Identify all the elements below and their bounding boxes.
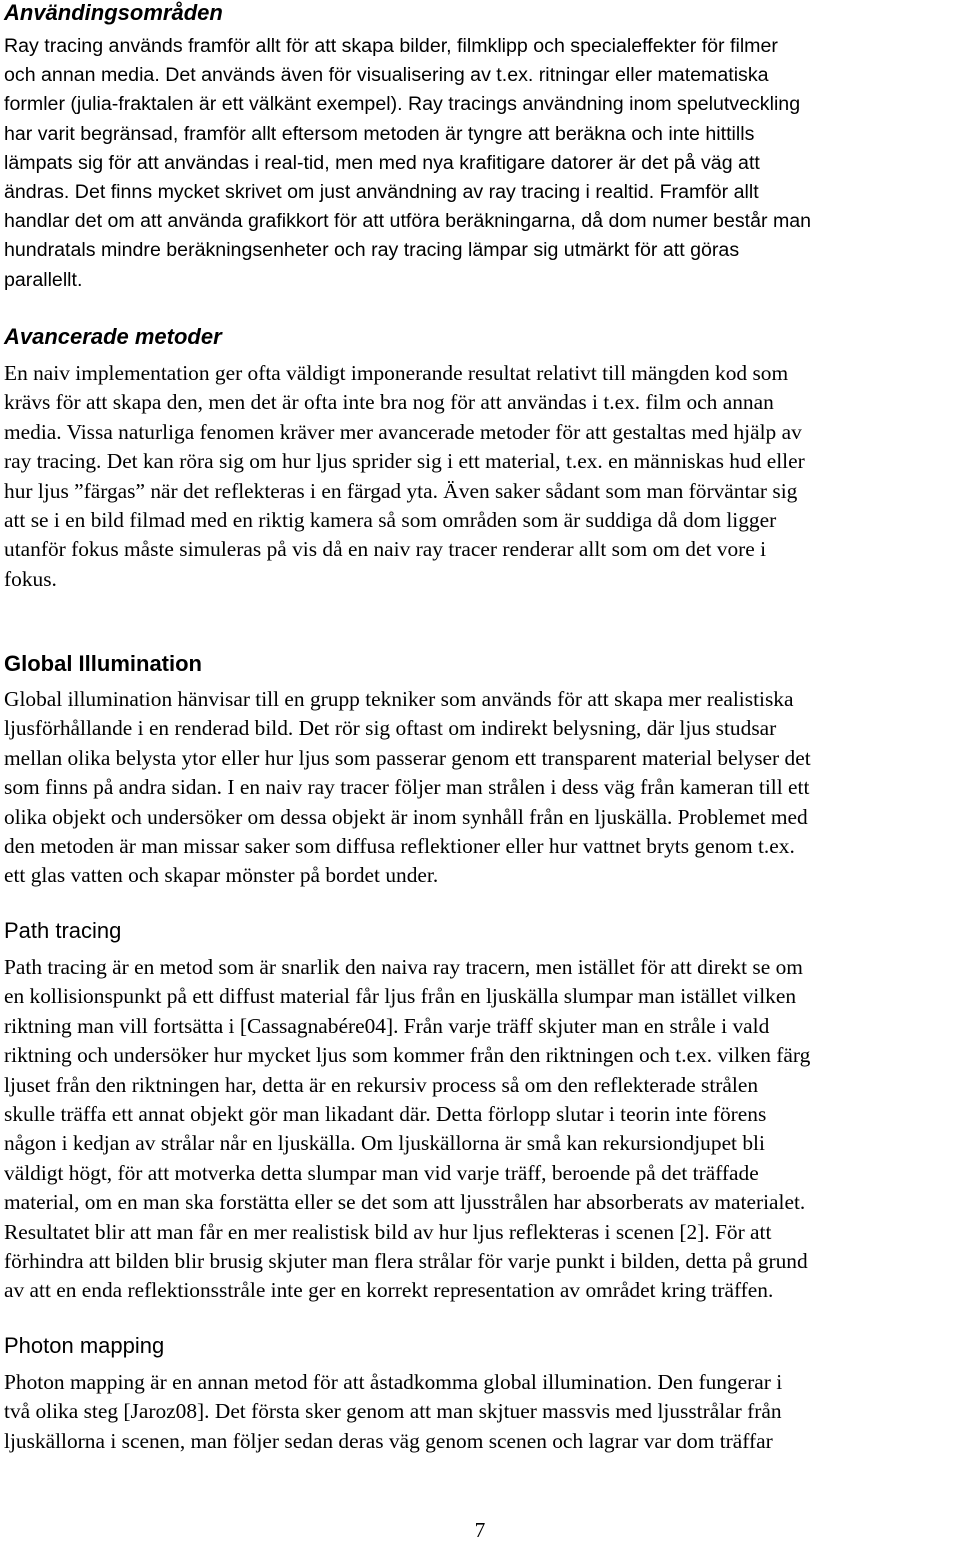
section-heading-anvandningsomraden: Användingsområden <box>4 0 223 25</box>
text-line: två olika steg [Jaroz08]. Det första sker genom att man skjtuer massvis med ljusstrålar från <box>4 1399 782 1424</box>
text-line: hur ljus ”färgas” när det reflekteras i en färgad yta. Även saker sådant som man förväntar sig <box>4 478 798 503</box>
text-line: riktning och undersöker hur mycket ljus som kommer från den riktningen och t.ex. vilken färg <box>4 1043 811 1068</box>
paragraph-anvandningsomraden <box>4 32 956 295</box>
text-line: och annan media. Det används även för visualisering av t.ex. ritningar eller matematiska <box>4 64 769 87</box>
paragraph-path-tracing <box>4 953 956 1306</box>
text-line: en kollisionspunkt på ett diffust material får ljus från en ljuskälla slumpar man istället vilken <box>4 984 797 1009</box>
text-line: att se i en bild filmad med en riktig kamera så som områden som är suddiga då dom ligger <box>4 508 777 533</box>
section-heading-path-tracing: Path tracing <box>4 918 122 943</box>
text-line: någon i kedjan av strålar når en ljuskälla. Om ljuskällorna är små kan rekursiondjupet bli <box>4 1131 765 1156</box>
section-heading-photon-mapping: Photon mapping <box>4 1333 165 1358</box>
text-line: hundratals mindre beräkningsenheter och ray tracing lämpar sig utmärkt för att göras <box>4 239 740 262</box>
text-line: parallellt. <box>4 268 83 291</box>
text-line: ett glas vatten och skapar mönster på bordet under. <box>4 863 439 888</box>
text-line: ljuset från den riktningen har, detta är en rekursiv process så om den reflekterade strålen <box>4 1072 759 1097</box>
text-line: har varit begränsad, framför allt eftersom metoden är tyngre att beräkna och inte hittills <box>4 122 755 145</box>
text-line: En naiv implementation ger ofta väldigt imponerande resultat relativt till mängden kod som <box>4 361 789 385</box>
text-line: förhindra att bilden blir brusig skjuter man flera strålar för varje punkt i bilden, detta på grund <box>4 1249 808 1274</box>
text-line: olika objekt och undersöker om dessa objekt är inom synhåll från en ljuskälla. Problemet med <box>4 804 808 829</box>
text-line: ändras. Det finns mycket skrivet om just användning av ray tracing i realtid. Framför allt <box>4 181 759 204</box>
text-line: skulle träffa ett annat objekt gör man likadant där. Detta förlopp slutar i teorin inte förens <box>4 1102 767 1127</box>
text-line: material, om en man ska forstätta eller se det som att ljusstrålen har absorberats av materialet. <box>4 1190 806 1215</box>
text-line: som finns på andra sidan. I en naiv ray tracer följer man strålen i dess väg från kameran till ett <box>4 775 810 800</box>
text-line: formler (julia-fraktalen är ett välkänt exempel). Ray tracings användning inom spelutveckling <box>4 93 801 116</box>
text-line: riktning man vill fortsätta i [Cassagnabére04]. Från varje träff skjuter man en stråle i vald <box>4 1013 770 1038</box>
text-line: den metoden är man missar saker som diffusa reflektioner eller hur vattnet bryts genom t.ex. <box>4 834 795 859</box>
page-number: 7 <box>474 1518 486 1542</box>
text-line: lämpats sig för att användas i real-tid, men med nya krafitigare datorer är det på väg att <box>4 151 760 174</box>
text-line: ljusförhållande i en renderad bild. Det rör sig oftast om indirekt belysning, där ljus studsar <box>4 716 777 741</box>
text-line: utanför fokus måste simuleras på vis då en naiv ray tracer renderar allt som om det vore i <box>4 537 767 562</box>
text-line: krävs för att skapa den, men det är ofta inte bra nog för att användas i t.ex. film och annan <box>4 390 774 415</box>
text-line: väldigt högt, för att motverka detta slumpar man vid varje träff, beroende på det träffade <box>4 1160 759 1185</box>
text-line: media. Vissa naturliga fenomen kräver mer avancerade metoder för att gestaltas med hjälp av <box>4 419 802 444</box>
text-line: av att en enda reflektionsstråle inte ger en korrekt representation av området kring träffen. <box>4 1278 774 1303</box>
text-line: Global illumination hänvisar till en grupp tekniker som används för att skapa mer realistiska <box>4 687 794 711</box>
section-heading-avancerade-metoder: Avancerade metoder <box>4 324 222 349</box>
text-line: handlar det om att använda grafikkort för att utföra beräkningarna, då dom numer består man <box>4 210 812 233</box>
text-line: Photon mapping är en annan metod för att åstadkomma global illumination. Den fungerar i <box>4 1370 783 1394</box>
text-line: mellan olika belysta ytor eller hur ljus som passerar genom ett transparent material belyser det <box>4 745 811 770</box>
text-line: Ray tracing används framför allt för att skapa bilder, filmklipp och specialeffekter för filmer <box>4 35 778 57</box>
paragraph-photon-mapping <box>4 1368 956 1456</box>
text-line: fokus. <box>4 566 57 591</box>
section-heading-global-illumination: Global Illumination <box>4 651 202 676</box>
text-line: ray tracing. Det kan röra sig om hur ljus sprider sig i ett material, t.ex. en människas hud eller <box>4 449 805 474</box>
paragraph-avancerade-metoder <box>4 359 956 594</box>
text-line: Path tracing är en metod som är snarlik den naiva ray tracern, men istället för att direkt se om <box>4 955 803 979</box>
text-line: Resultatet blir att man får en mer realistisk bild av hur ljus reflekteras i scenen [2]. För att <box>4 1219 772 1244</box>
paragraph-global-illumination <box>4 685 956 891</box>
text-line: ljuskällorna i scenen, man följer sedan deras väg genom scenen och lagrar var dom träffar <box>4 1428 773 1453</box>
